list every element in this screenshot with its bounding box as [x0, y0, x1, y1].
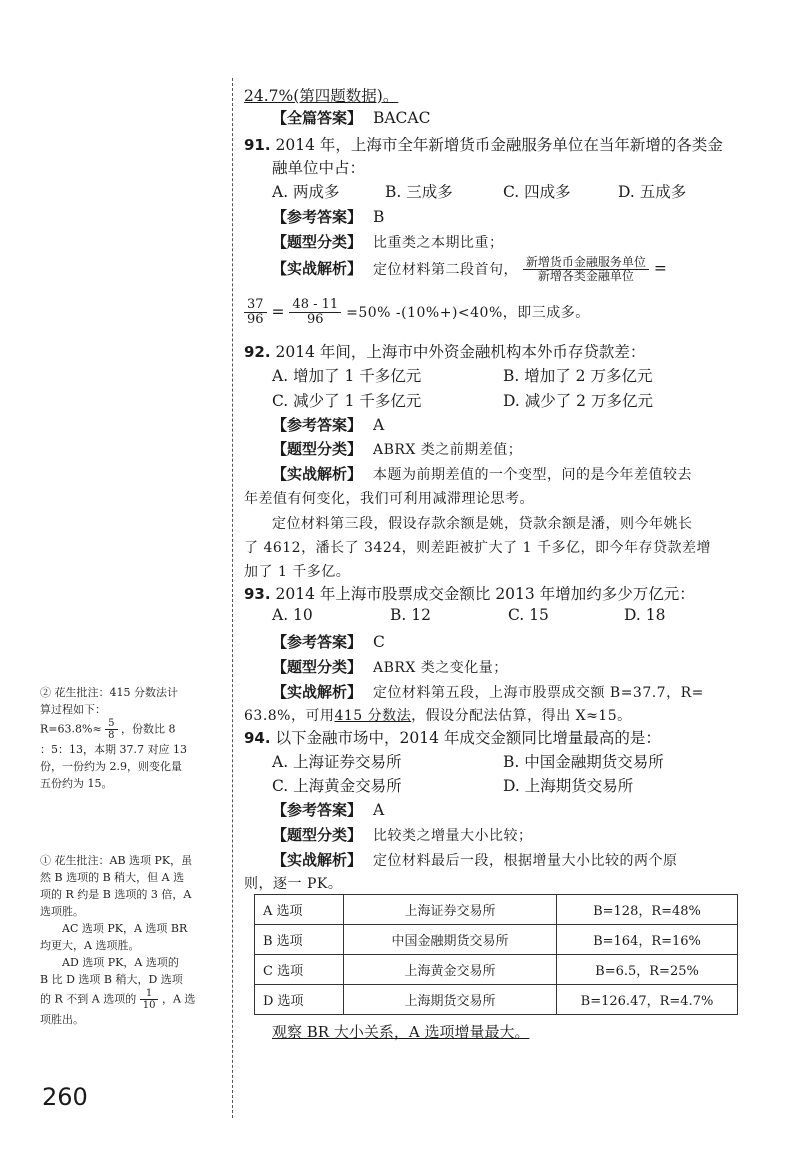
q91-option-b: B. 三成多 — [385, 183, 453, 201]
sidenote-2-line9-b: ，A 选 — [161, 992, 196, 1006]
q91-eq-tail: = — [653, 259, 667, 278]
q93-answer: C — [372, 633, 385, 651]
q92-analysis-line3: 定位材料第三段，假设存款余额是姚，贷款余额是潘，则今年姚长 — [272, 516, 693, 532]
q94-option-d: D. 上海期货交易所 — [503, 777, 634, 795]
q93-option-c: C. 15 — [508, 606, 549, 624]
sidenote-1-line5: 份，一份约为 2.9，则变化量 — [40, 760, 182, 774]
sidenote-2-line6: 均更大，A 选项胜。 — [40, 939, 140, 953]
full-answer-value: BACAC — [372, 109, 431, 127]
q92-answer: A — [372, 416, 385, 434]
sidenote-1-frac-den: 8 — [108, 730, 115, 742]
q93-analysis-method: 415 分数法 — [334, 708, 412, 724]
q93-type-row — [272, 656, 508, 677]
q91-answer: B — [372, 208, 385, 226]
sidenote-1-fraction — [105, 718, 117, 741]
q91-answer-row — [272, 206, 384, 227]
table-row — [255, 925, 738, 955]
table-cell-option: B 选项 — [255, 925, 344, 955]
q94-option-b: B. 中国金融期货交易所 — [503, 753, 664, 771]
table-cell-option: D 选项 — [255, 985, 344, 1015]
q94-type-label: 【题型分类】 — [272, 826, 363, 844]
q94-comparison-table — [254, 894, 738, 1015]
q94-analysis-line2: 则，逐一 PK。 — [244, 876, 343, 892]
sidenote-2 — [40, 852, 195, 1028]
table-cell-value: B=128，R=48% — [557, 895, 738, 925]
sidenote-1-line2: 算过程如下： — [40, 703, 106, 717]
q94-option-c: C. 上海黄金交易所 — [272, 777, 402, 795]
q91-ratio-den: 新增各类金融单位 — [537, 269, 634, 284]
sidenote-1-frac-num: 5 — [105, 718, 117, 730]
q93-answer-row — [272, 631, 385, 652]
table-cell-option: C 选项 — [255, 955, 344, 985]
q93-stem — [244, 582, 695, 604]
table-cell-market: 中国金融期货交易所 — [344, 925, 557, 955]
q92-analysis-line1: 本题为前期差值的一个变型，问的是今年差值较去 — [372, 467, 692, 483]
q91-option-d: D. 五成多 — [618, 183, 687, 201]
q94-answer-row — [272, 799, 384, 820]
q91-calc-frac1 — [244, 298, 267, 328]
q93-number: 93. — [244, 585, 271, 603]
q93-text: 2014 年上海市股票成交金额比 2013 年增加约多少万亿元： — [275, 585, 695, 603]
q93-analysis-line1: 定位材料第五段，上海市股票成交额 B=37.7，R= — [372, 685, 704, 701]
q93-option-d: D. 18 — [624, 606, 666, 624]
q94-stem — [244, 726, 661, 748]
q91-calc-tail: =50% -(10%+)<40%，即三成多。 — [346, 304, 590, 321]
q92-option-b: B. 增加了 2 万多亿元 — [503, 367, 653, 385]
sidenote-2-title: ① 花生批注：AB 选项 PK，虽 — [40, 854, 193, 867]
q91-number: 91. — [244, 136, 271, 154]
q92-analysis-line2: 年差值有何变化，我们可利用减滞理论思考。 — [244, 491, 534, 507]
sidenote-1 — [40, 684, 187, 792]
sidenote-2-frac-den: 10 — [142, 1000, 156, 1012]
q92-analysis-line4: 了 4612，潘长了 3424，则差距被扩大了 1 千多亿，即今年存贷款差增 — [244, 540, 711, 556]
q91-option-c: C. 四成多 — [503, 183, 571, 201]
q91-calc-row: $\frac{37}{96}$ = $\frac{48 - 11}{96}$ =50% -(10%+)<40%，即三成多。 — [244, 298, 590, 328]
q94-type-row — [272, 824, 532, 845]
prev-answer-tail — [244, 84, 398, 106]
q94-text: 以下金融市场中，2014 年成交金额同比增量最高的是： — [275, 729, 661, 747]
q92-stem — [244, 340, 645, 362]
margin-divider — [232, 78, 233, 1118]
q92-option-c: C. 减少了 1 千多亿元 — [272, 392, 422, 410]
table-cell-market: 上海证券交易所 — [344, 895, 557, 925]
sidenote-1-title: ② 花生批注：415 分数法计 — [40, 686, 178, 699]
sidenote-1-line3-b: ，份数比 8 — [121, 722, 176, 736]
q93-answer-label: 【参考答案】 — [272, 633, 363, 651]
table-cell-market: 上海黄金交易所 — [344, 955, 557, 985]
q91-calc-d2: 96 — [307, 312, 324, 328]
table-cell-value: B=164，R=16% — [557, 925, 738, 955]
sidenote-1-line6: 五份约为 15。 — [40, 777, 113, 791]
q92-text: 2014 年间，上海市中外资金融机构本外币存贷款差： — [275, 343, 646, 361]
sidenote-2-line2: 然 B 选项的 B 稍大，但 A 选 — [40, 871, 185, 885]
sidenote-1-line3 — [40, 718, 187, 741]
q92-analysis-row — [272, 463, 692, 484]
q92-type-label: 【题型分类】 — [272, 440, 363, 458]
q93-analysis-line2-a: 63.8%，可用 — [244, 708, 335, 724]
q91-type: 比重类之本期比重； — [372, 235, 504, 251]
q92-analysis-label: 【实战解析】 — [272, 465, 363, 483]
q92-answer-label: 【参考答案】 — [272, 416, 363, 434]
table-row — [255, 895, 738, 925]
q91-analysis-text: 定位材料第二段首句， — [372, 261, 518, 278]
sidenote-2-line9-a: 的 R 不到 A 选项的 — [40, 992, 137, 1006]
q91-answer-label: 【参考答案】 — [272, 208, 363, 226]
q92-number: 92. — [244, 343, 271, 361]
sidenote-2-fraction — [140, 988, 159, 1011]
q93-analysis-line2 — [244, 705, 632, 725]
sidenote-1-line4: ：5：13，本期 37.7 对应 13 — [40, 743, 187, 757]
q91-text-line2: 融单位中占： — [272, 159, 366, 177]
q91-ratio-num: 新增货币金融服务单位 — [523, 256, 649, 270]
q92-answer-row — [272, 414, 384, 435]
q91-analysis-label: 【实战解析】 — [272, 259, 363, 278]
q91-calc-n1: 37 — [244, 298, 267, 313]
q93-type-label: 【题型分类】 — [272, 658, 363, 676]
table-cell-value: B=126.47，R=4.7% — [557, 985, 738, 1015]
sidenote-2-frac-num: 1 — [140, 988, 159, 1000]
full-answer-row — [272, 107, 430, 128]
q92-type: ABRX 类之前期差值； — [372, 442, 523, 458]
q93-analysis-line2-b: ，假设分配法估算，得出 X≈15。 — [411, 708, 632, 724]
q94-analysis-row — [272, 849, 677, 870]
q93-option-b: B. 12 — [390, 606, 431, 624]
q93-analysis-row — [272, 681, 704, 702]
sidenote-2-line8: B 比 D 选项 B 稍大，D 选项 — [40, 973, 183, 987]
sidenote-2-line7: AD 选项 PK，A 选项的 — [62, 956, 179, 970]
sidenote-2-line3: 项的 R 约是 B 选项的 3 倍，A — [40, 888, 192, 902]
sidenote-1-line3-a: R=63.8%≈ — [40, 722, 102, 736]
q91-type-label: 【题型分类】 — [272, 233, 363, 251]
q94-conclusion: 观察 BR 大小关系，A 选项增量最大。 — [272, 1023, 530, 1041]
q92-option-a: A. 增加了 1 千多亿元 — [272, 367, 422, 385]
q94-option-a: A. 上海证券交易所 — [272, 753, 402, 771]
sidenote-2-line5: AC 选项 PK，A 选项 BR — [62, 922, 188, 936]
q92-option-d: D. 减少了 2 万多亿元 — [503, 392, 653, 410]
q91-calc-d1: 96 — [247, 312, 264, 328]
q94-type: 比较类之增量大小比较； — [372, 828, 533, 844]
q94-answer-label: 【参考答案】 — [272, 801, 363, 819]
q92-analysis-line5: 加了 1 千多亿。 — [244, 564, 351, 580]
q91-option-a: A. 两成多 — [272, 183, 340, 201]
table-cell-market: 上海期货交易所 — [344, 985, 557, 1015]
q92-type-row — [272, 438, 522, 459]
q91-calc-n2: 48 - 11 — [289, 298, 341, 313]
q91-stem-line1 — [244, 133, 723, 155]
q94-analysis-label: 【实战解析】 — [272, 851, 363, 869]
q91-text-line1: 2014 年，上海市全年新增货币金融服务单位在当年新增的各类金 — [275, 136, 723, 154]
q93-analysis-label: 【实战解析】 — [272, 683, 363, 701]
q94-answer: A — [372, 801, 385, 819]
q91-ratio-fraction — [523, 256, 649, 283]
prev-answer-tail-text: 24.7%(第四题数据)。 — [244, 87, 399, 105]
q91-analysis-row — [272, 256, 667, 283]
sidenote-2-line10: 项胜出。 — [40, 1013, 84, 1027]
q93-option-a: A. 10 — [272, 606, 313, 624]
q94-analysis-line1: 定位材料最后一段，根据增量大小比较的两个原 — [372, 853, 678, 869]
q93-type: ABRX 类之变化量； — [372, 660, 508, 676]
q91-type-row — [272, 231, 503, 252]
table-cell-option: A 选项 — [255, 895, 344, 925]
table-row — [255, 985, 738, 1015]
q94-number: 94. — [244, 729, 271, 747]
q91-calc-frac2 — [289, 298, 341, 328]
page-number: 260 — [42, 1083, 88, 1111]
table-cell-value: B=6.5，R=25% — [557, 955, 738, 985]
sidenote-2-line9 — [40, 988, 195, 1011]
sidenote-2-line4: 选项胜。 — [40, 905, 84, 919]
table-row — [255, 955, 738, 985]
full-answer-label: 【全篇答案】 — [272, 109, 363, 127]
